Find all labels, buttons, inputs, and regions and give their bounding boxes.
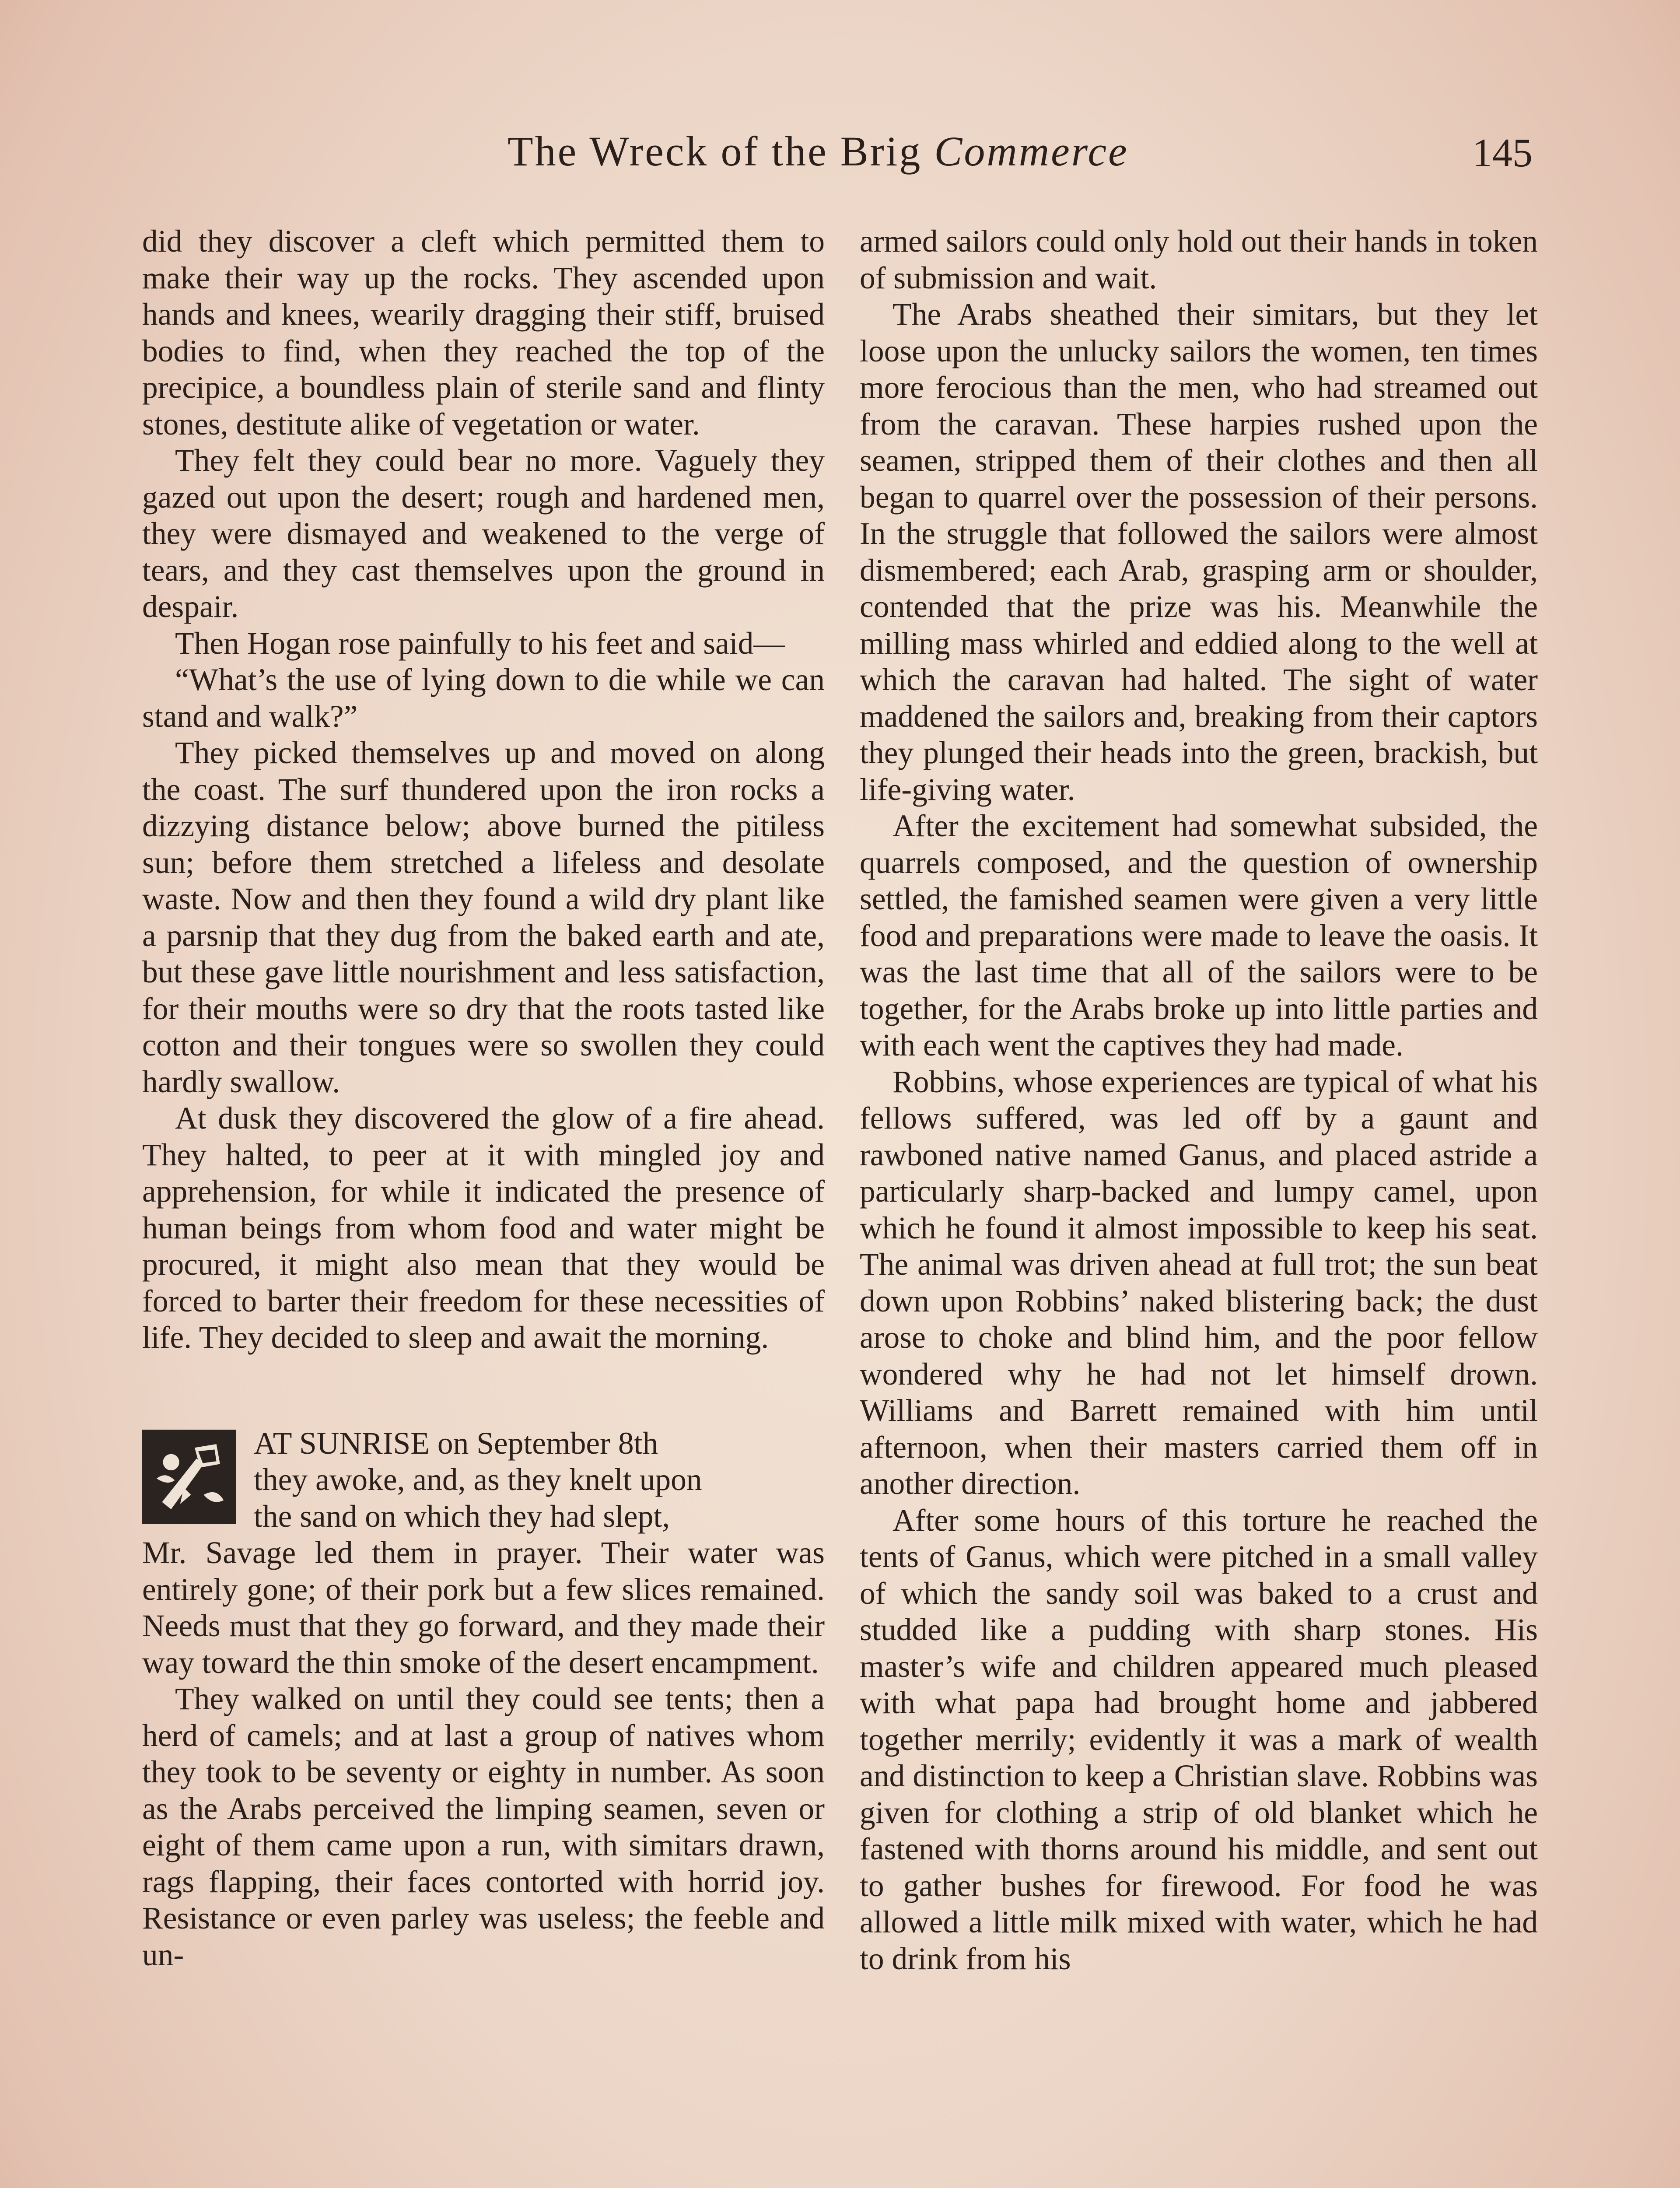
running-header	[0, 127, 1680, 184]
running-title	[508, 127, 1129, 175]
paragraph: After some hours of this torture he reached the tents of Ganus, which were pitched in a small valley of which the sandy soil was baked to a crust and studded like a pudding with sharp stones. His master’s wife and children appeared much pleased with what papa had brought home and jabbered together merrily; evidently it was a mark of wealth and distinction to keep a Christian slave. Robbins was given for clothing a strip of old blanket which he fastened with thorns around his middle, and sent out to gather bushes for firewood. For food he was allowed a little milk mixed with water, which he had to drink from his	[860, 1503, 1538, 1976]
paragraph: did they discover a cleft which permitted them to make their way up the rocks. They ascended upon hands and knees, wearily dragging their stiff, bruised bodies to find, when they reached the top of the precipice, a boundless plain of sterile sand and flinty stones, destitute alike of vegetation or water.	[142, 224, 825, 442]
paragraph: They picked themselves up and moved on along the coast. The surf thundered upon the iron rocks a dizzying distance below; above burned the pitiless sun; before them stretched a lifeless and desolate waste. Now and then they found a wild dry plant like a parsnip that they dug from the baked earth and ate, but these gave little nourishment and less satisfaction, for their mouths were so dry that the roots tasted like cotton and their tongues were so swollen they could hardly swallow.	[142, 736, 825, 1099]
ornament-graphic	[144, 1431, 234, 1522]
paragraph: At dusk they discovered the glow of a fire ahead. They halted, to peer at it with mingled joy and apprehension, for while it indicated the presence of human beings from whom food and water might be procured, it might also mean that they would be forced to barter their freedom for these necessities of life. They decided to sleep and await the morning.	[142, 1101, 825, 1355]
page-number: 145	[1472, 130, 1533, 175]
left-column	[142, 223, 825, 1973]
paragraph: “What’s the use of lying down to die while we can stand and walk?”	[142, 663, 825, 734]
paragraph: armed sailors could only hold out their hands in token of submission and wait.	[860, 224, 1538, 295]
right-column	[860, 223, 1538, 1977]
paragraph: After the excitement had somewhat subsided, the quarrels composed, and the question of ownership settled, the famished seamen were given a very little food and preparations were made to leave the oasis. It was the last time that all of the sailors were to be together, for the Arabs broke up into little parties and with each went the captives they had made.	[860, 809, 1538, 1062]
section-opening-line: the sand on which they had slept,	[254, 1499, 670, 1534]
section-opening-line: they awoke, and, as they knelt upon	[254, 1462, 702, 1497]
decorative-initial-ornament-icon	[142, 1430, 236, 1524]
paragraph: Robbins, whose experiences are typical of what his fellows suffered, was led off by a gaunt and rawboned native named Ganus, and placed astride a particularly sharp-backed and lumpy camel, upon which he found it almost impossible to keep his seat. The animal was driven ahead at full trot; the sun beat down upon Robbins’ naked blistering back; the dust arose to choke and blind him, and the poor fellow wondered why he had not let himself drown. Williams and Barrett remained with him until afternoon, when their masters carried them off in another direction.	[860, 1064, 1538, 1501]
paragraph: They felt they could bear no more. Vaguely they gazed out upon the desert; rough and hardened men, they were dismayed and weakened to the verge of tears, and they cast themselves upon the ground in despair.	[142, 443, 825, 624]
section-opening-rest: Mr. Savage led them in prayer. Their water was entirely gone; of their pork but a few slices remained. Needs must that they go forward, and they made their way toward the thin smoke of the desert encampment.	[142, 1536, 825, 1680]
running-title-text: The Wreck of the Brig	[508, 128, 934, 175]
section-opening-line: AT SUNRISE on September 8th	[254, 1426, 658, 1461]
section-opening	[142, 1425, 825, 1681]
running-title-ship-name: Commerce	[934, 128, 1129, 175]
paragraph: The Arabs sheathed their simitars, but they let loose upon the unlucky sailors the women, ten times more ferocious than the men, who had streamed out from the caravan. These harpies rushed upon the seamen, stripped them of their clothes and then all began to quarrel over the possession of their persons. In the struggle that followed the sailors were almost dismembered; each Arab, grasping arm or shoulder, contended that the prize was his. Meanwhile the milling mass whirled and eddied along to the well at which the caravan had halted. The sight of water maddened the sailors and, breaking from their captors they plunged their heads into the green, brackish, but life-giving water.	[860, 297, 1538, 807]
paragraph: Then Hogan rose painfully to his feet and said—	[175, 626, 785, 661]
paragraph: They walked on until they could see tents; then a herd of camels; and at last a group of natives whom they took to be seventy or eighty in number. As soon as the Arabs perceived the limping seamen, seven or eight of them came upon a run, with simitars drawn, rags flapping, their faces contorted with horrid joy. Resistance or even parley was useless; the feeble and un-	[142, 1682, 825, 1972]
